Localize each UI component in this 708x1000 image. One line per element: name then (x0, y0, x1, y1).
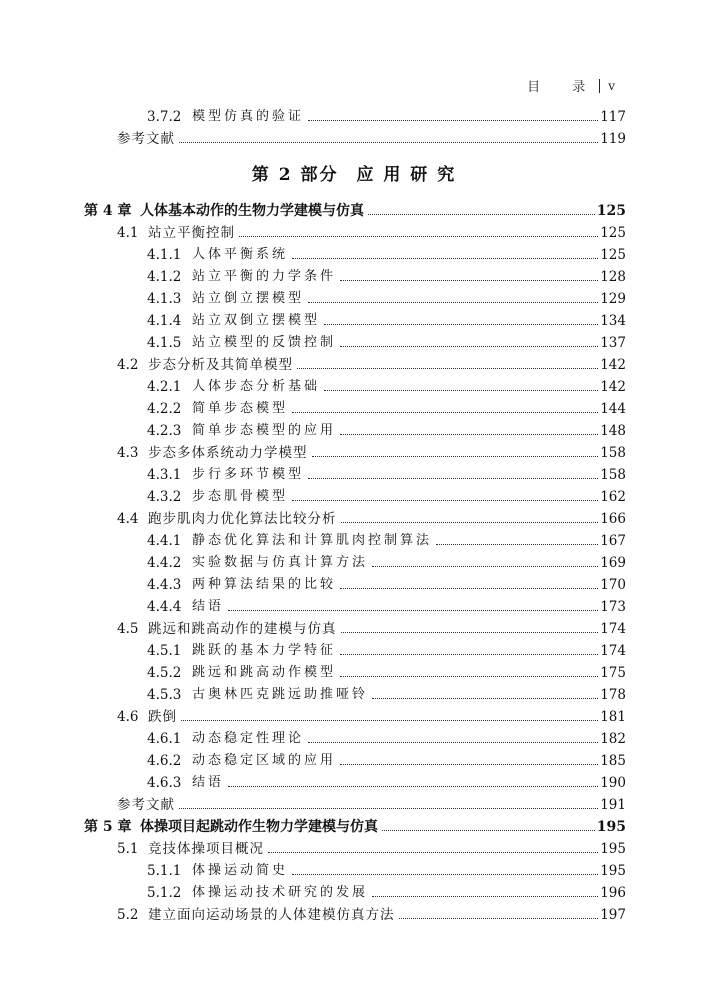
toc-subsection-entry (147, 593, 626, 615)
dot-leader (324, 390, 598, 391)
toc-subsection-entry (147, 637, 626, 659)
toc-entry-page: 173 (600, 599, 626, 615)
dot-leader (308, 478, 598, 479)
toc-entry-title: 跌倒 (148, 709, 177, 725)
dot-leader (179, 808, 598, 809)
toc-entry-page: 167 (600, 533, 626, 549)
toc-entry-page: 158 (600, 445, 626, 461)
toc-subsection-entry (147, 241, 626, 263)
dot-leader (308, 302, 598, 303)
toc-section-entry (117, 791, 626, 813)
toc-entry-title: 人体步态分析基础 (192, 379, 321, 394)
toc-entry-number: 4.6.3 (147, 775, 182, 791)
dot-leader (399, 918, 599, 919)
toc-entry-number: 4.6.2 (147, 753, 182, 769)
dot-leader (181, 720, 598, 721)
toc-entry-number: 4.2.3 (147, 423, 182, 439)
dot-leader (292, 500, 598, 501)
toc-section-entry (117, 351, 626, 373)
toc-chapter-entry (84, 813, 626, 835)
running-head (527, 76, 615, 95)
toc-entry-number: 3.7.2 (147, 109, 182, 125)
dot-leader (340, 654, 598, 655)
toc-entry-page: 125 (596, 203, 626, 219)
toc-entry-title: 简单步态模型 (192, 401, 289, 416)
toc-entry-number: 4.3.2 (147, 489, 182, 505)
dot-leader (340, 280, 598, 281)
dot-leader (292, 412, 598, 413)
dot-leader (341, 522, 599, 523)
toc-entry-title: 站立倒立摆模型 (192, 291, 305, 306)
dot-leader (372, 566, 598, 567)
dot-leader (340, 588, 598, 589)
running-head-page-numeral: v (608, 78, 615, 93)
toc-entry-title: 站立平衡的力学条件 (192, 269, 337, 284)
dot-leader (340, 764, 598, 765)
toc-entry-title: 跑步肌肉力优化算法比较分析 (148, 511, 337, 527)
toc-entry-number: 4.2.1 (147, 379, 182, 395)
toc-entry-page: 174 (600, 643, 626, 659)
toc-entry-title: 站立模型的反馈控制 (192, 335, 337, 350)
toc-entry-title: 简单步态模型的应用 (192, 423, 337, 438)
toc-entry-title: 站立双倒立摆模型 (192, 313, 321, 328)
toc-entry-number: 5.1.1 (147, 863, 182, 879)
dot-leader (297, 368, 598, 369)
toc-subsection-entry (147, 307, 626, 329)
toc-subsection-entry (147, 527, 626, 549)
toc-entry-page: 181 (600, 709, 626, 725)
toc-entry-title: 跳远和跳高动作模型 (192, 665, 337, 680)
toc-entry-number: 4.1.5 (147, 335, 182, 351)
toc-entry-title: 站立平衡控制 (148, 225, 235, 241)
dot-leader (372, 698, 598, 699)
toc-entry-title: 跳跃的基本力学特征 (192, 643, 337, 658)
dot-leader (308, 120, 598, 121)
dot-leader (292, 258, 598, 259)
toc-entry-number: 4.4 (117, 511, 139, 527)
toc-entry-title: 动态稳定区域的应用 (192, 753, 337, 768)
toc-section-entry (117, 615, 626, 637)
dot-leader (436, 544, 598, 545)
toc-entry-number: 4.4.1 (147, 533, 182, 549)
toc-entry-number: 第 5 章 (84, 819, 132, 835)
toc-entry-number: 4.3 (117, 445, 139, 461)
toc-subsection-entry (147, 747, 626, 769)
toc-subsection-entry (147, 571, 626, 593)
dot-leader (228, 610, 598, 611)
part-heading (0, 160, 708, 185)
dot-leader (340, 676, 598, 677)
toc-subsection-entry (147, 461, 626, 483)
toc-entry-title: 竞技体操项目概况 (148, 841, 264, 857)
toc-entry-page: 142 (600, 379, 626, 395)
toc-entry-title: 建立面向运动场景的人体建模仿真方法 (148, 907, 395, 923)
toc-entry-page: 178 (600, 687, 626, 703)
toc-subsection-entry (147, 769, 626, 791)
toc-entry-page: 137 (600, 335, 626, 351)
toc-entry-number: 4.1.1 (147, 247, 182, 263)
dot-leader (382, 830, 595, 831)
toc-entry-page: 191 (600, 797, 626, 813)
toc-entry-page: 148 (600, 423, 626, 439)
toc-entry-page: 117 (600, 109, 626, 125)
toc-entry-title: 动态稳定性理论 (192, 731, 305, 746)
toc-entry-page: 174 (600, 621, 626, 637)
toc-entry-page: 158 (600, 467, 626, 483)
toc-entry-page: 197 (600, 907, 626, 923)
toc-chapter-entry (84, 197, 626, 219)
toc-section-entry (117, 901, 626, 923)
toc-entry-title: 步态分析及其简单模型 (148, 357, 293, 373)
toc-entry-number: 5.1.2 (147, 885, 182, 901)
toc-entry-number: 4.2 (117, 357, 139, 373)
toc-entry-title: 实验数据与仿真计算方法 (192, 555, 369, 570)
dot-leader (372, 896, 598, 897)
toc-section-entry (117, 703, 626, 725)
dot-leader (228, 786, 598, 787)
toc-section-entry (117, 125, 626, 147)
toc-entry-page: 195 (600, 863, 626, 879)
toc-entry-number: 4.1.3 (147, 291, 182, 307)
toc-entry-title: 模型仿真的验证 (192, 109, 305, 124)
toc-entry-page: 128 (600, 269, 626, 285)
toc-entry-page: 119 (600, 131, 626, 147)
toc-subsection-entry (147, 285, 626, 307)
toc-entry-title: 体操运动简史 (192, 863, 289, 878)
toc-entry-number: 4.4.4 (147, 599, 182, 615)
toc-entry-number: 4.1.4 (147, 313, 182, 329)
dot-leader (179, 142, 598, 143)
toc-entry-page: 144 (600, 401, 626, 417)
toc-entry-page: 125 (600, 247, 626, 263)
part-label: 第 2 部分 (251, 165, 339, 185)
toc-entry-page: 182 (600, 731, 626, 747)
toc-entry-page: 166 (600, 511, 626, 527)
toc-subsection-entry (147, 329, 626, 351)
toc-section-entry (117, 219, 626, 241)
toc-entry-page: 169 (600, 555, 626, 571)
toc-entry-number: 4.6.1 (147, 731, 182, 747)
toc-entry-page: 195 (600, 841, 626, 857)
toc-entry-number: 4.5.3 (147, 687, 182, 703)
dot-leader (308, 742, 598, 743)
toc-entry-title: 结语 (192, 775, 225, 790)
toc-entry-page: 134 (600, 313, 626, 329)
toc-entry-number: 4.2.2 (147, 401, 182, 417)
toc-entry-number: 4.5.1 (147, 643, 182, 659)
toc-entry-title: 两种算法结果的比较 (192, 577, 337, 592)
toc-entry-page: 190 (600, 775, 626, 791)
toc-entry-page: 142 (600, 357, 626, 373)
toc-subsection-entry (147, 103, 626, 125)
toc-entry-title: 跳远和跳高动作的建模与仿真 (148, 621, 337, 637)
toc-entry-number: 5.2 (117, 907, 139, 923)
toc-subsection-entry (147, 395, 626, 417)
toc-section-entry (117, 835, 626, 857)
toc-entry-title: 步态肌骨模型 (192, 489, 289, 504)
toc-entry-page: 175 (600, 665, 626, 681)
toc-entry-title: 参考文献 (117, 131, 175, 147)
toc-entry-number: 4.5.2 (147, 665, 182, 681)
toc-subsection-entry (147, 549, 626, 571)
toc-entry-title: 人体平衡系统 (192, 247, 289, 262)
toc-entry-page: 185 (600, 753, 626, 769)
toc-entry-number: 第 4 章 (84, 203, 132, 219)
toc-subsection-entry (147, 879, 626, 901)
dot-leader (340, 434, 598, 435)
toc-entry-number: 4.1.2 (147, 269, 182, 285)
toc-subsection-entry (147, 659, 626, 681)
toc-entry-page: 125 (600, 225, 626, 241)
toc-entry-number: 4.4.3 (147, 577, 182, 593)
part-title: 应 用 研 究 (356, 165, 457, 185)
toc-subsection-entry (147, 857, 626, 879)
toc-subsection-entry (147, 681, 626, 703)
dot-leader (340, 346, 598, 347)
toc-subsection-entry (147, 373, 626, 395)
toc-entry-page: 195 (596, 819, 626, 835)
dot-leader (292, 874, 598, 875)
toc-entry-page: 162 (600, 489, 626, 505)
toc-subsection-entry (147, 725, 626, 747)
toc-entry-title: 参考文献 (117, 797, 175, 813)
running-head-divider (599, 79, 600, 93)
toc-entry-title: 步行多环节模型 (192, 467, 305, 482)
toc-section-entry (117, 439, 626, 461)
toc-subsection-entry (147, 483, 626, 505)
toc-entry-number: 4.4.2 (147, 555, 182, 571)
toc-entry-number: 5.1 (117, 841, 139, 857)
toc-entry-page: 196 (600, 885, 626, 901)
toc-entry-number: 4.5 (117, 621, 139, 637)
dot-leader (368, 214, 595, 215)
toc-entry-title: 人体基本动作的生物力学建模与仿真 (140, 203, 364, 219)
toc-entry-title: 步态多体系统动力学模型 (148, 445, 308, 461)
toc-entry-title: 静态优化算法和计算肌肉控制算法 (192, 533, 433, 548)
dot-leader (324, 324, 598, 325)
dot-leader (312, 456, 599, 457)
toc-subsection-entry (147, 417, 626, 439)
toc-entry-number: 4.1 (117, 225, 139, 241)
running-head-title: 目 录 (527, 80, 600, 95)
dot-leader (239, 236, 598, 237)
dot-leader (341, 632, 599, 633)
toc-entry-title: 结语 (192, 599, 225, 614)
dot-leader (268, 852, 598, 853)
toc-entry-page: 129 (600, 291, 626, 307)
toc-section-entry (117, 505, 626, 527)
toc-entry-page: 170 (600, 577, 626, 593)
toc-subsection-entry (147, 263, 626, 285)
toc-entry-title: 体操项目起跳动作生物力学建模与仿真 (140, 819, 378, 835)
toc-entry-number: 4.6 (117, 709, 139, 725)
toc-entry-title: 体操运动技术研究的发展 (192, 885, 369, 900)
toc-entry-number: 4.3.1 (147, 467, 182, 483)
toc-entry-title: 古奥林匹克跳远助推哑铃 (192, 687, 369, 702)
